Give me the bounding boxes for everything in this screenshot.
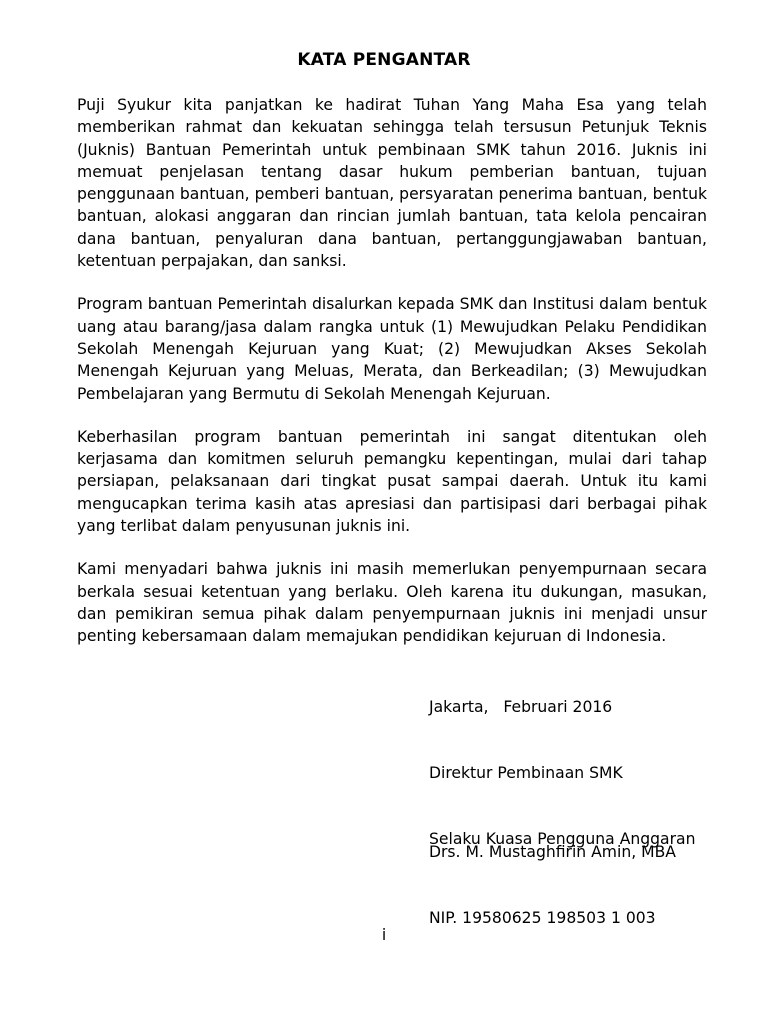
signer-block (429, 797, 676, 973)
page-number: i (381, 926, 387, 944)
paragraph-3: Keberhasilan program bantuan pemerintah ini sangat ditentukan oleh kerjasama dan komitmen seluruh pemangku kepentingan, mulai dari tahap persiapan, pelaksanaan dari tingkat pusat sampai daerah. Untuk itu kami mengucapkan terima kasih atas apresiasi dan partisipasi dari berbagai pihak yang terlibat dalam penyusunan juknis ini. (77, 427, 707, 536)
signature-position: Direktur Pembinaan SMK (429, 764, 623, 782)
paragraph-1: Puji Syukur kita panjatkan ke hadirat Tuhan Yang Maha Esa yang telah memberikan rahmat dan kekuatan sehingga telah tersusun Petunjuk Teknis (Juknis) Bantuan Pemerintah untuk pembinaan SMK tahun 2016. Juknis ini memuat penjelasan tentang dasar hukum pemberian bantuan, tujuan penggunaan bantuan, pemberi bantuan, persyaratan penerima bantuan, bentuk bantuan, alokasi anggaran dan rincian jumlah bantuan, tata kelola pencairan dana bantuan, penyaluran dana bantuan, pertanggungjawaban bantuan, ketentuan perpajakan, dan sanksi. (77, 96, 707, 271)
paragraph-4: Kami menyadari bahwa juknis ini masih memerlukan penyempurnaan secara berkala sesuai ketentuan yang berlaku. Oleh karena itu dukungan, masukan, dan pemikiran semua pihak dalam penyempurnaan juknis ini menjadi unsur penting kebersamaan dalam memajukan pendidikan kejuruan di Indonesia. (77, 560, 707, 646)
paragraph-2: Program bantuan Pemerintah disalurkan kepada SMK dan Institusi dalam bentuk uang atau barang/jasa dalam rangka untuk (1) Mewujudkan Pelaku Pendidikan Sekolah Menengah Kejuruan yang Kuat; (2) Mewujudkan Akses Sekolah Menengah Kejuruan yang Meluas, Merata, dan Berkeadilan; (3) Mewujudkan Pembelajaran yang Bermutu di Sekolah Menengah Kejuruan. (77, 295, 707, 403)
page-title: KATA PENGANTAR (297, 50, 471, 70)
signer-nip: NIP. 19580625 198503 1 003 (429, 909, 656, 927)
body-text (77, 94, 707, 648)
signature-place-date: Jakarta, Februari 2016 (429, 698, 613, 716)
signer-name: Drs. M. Mustaghfirin Amin, MBA (429, 843, 676, 861)
signature-role: Selaku Kuasa Pengguna Anggaran (429, 830, 696, 848)
